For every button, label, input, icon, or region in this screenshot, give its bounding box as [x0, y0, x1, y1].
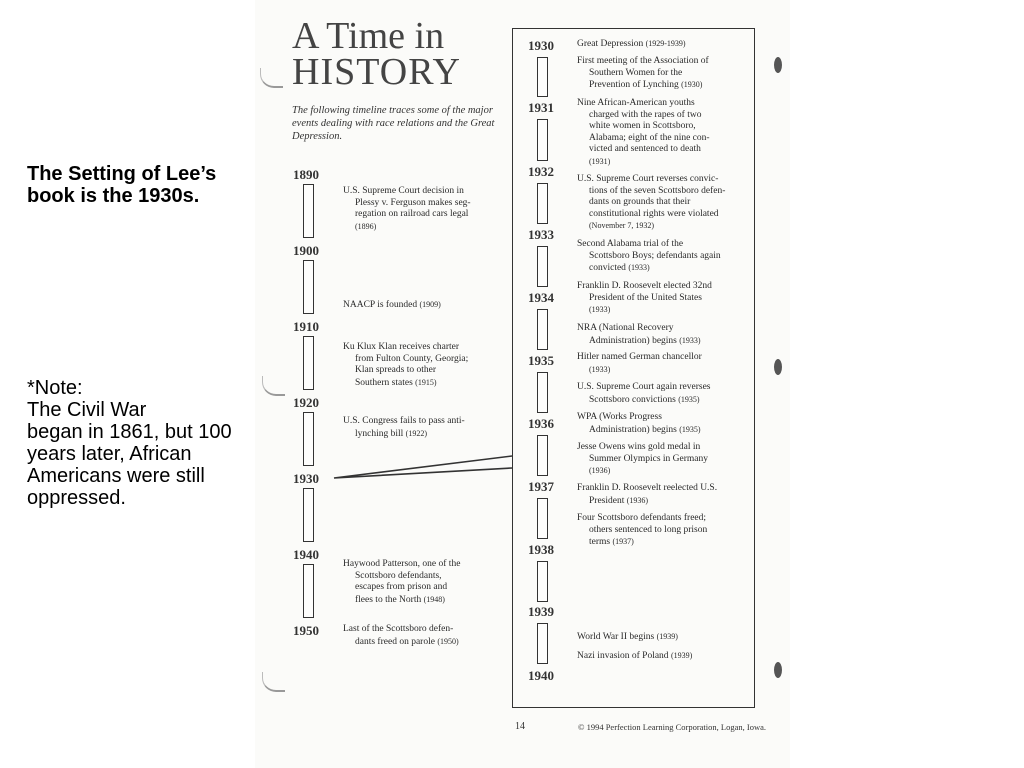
timeline-bar — [537, 372, 548, 413]
timeline-bar — [537, 435, 548, 476]
timeline-bar — [537, 119, 548, 161]
timeline-entry: U.S. Congress fails to pass anti- lynching bill (1922) — [343, 416, 465, 439]
timeline-entry: Nazi invasion of Poland (1939) — [577, 651, 693, 661]
timeline-entry: Last of the Scottsboro defen- dants freed on parole (1950) — [343, 624, 459, 647]
timeline-year: 1940 — [528, 668, 554, 683]
timeline-year: 1939 — [528, 604, 554, 619]
page-number: 14 — [515, 721, 525, 732]
timeline-bar — [537, 246, 548, 287]
timeline-entry: World War II begins (1939) — [577, 632, 678, 642]
timeline-bar — [537, 183, 548, 224]
timeline-bar — [537, 561, 548, 602]
timeline-year: 1936 — [528, 416, 554, 431]
timeline-year: 1950 — [293, 623, 319, 638]
timeline-year: 1930 — [293, 471, 319, 486]
timeline-entry: Nine African-American youths charged with the rapes of two white women in Scottsboro, Alabama; eight of the nine con- victed and sentenced to death (1931) — [577, 98, 710, 166]
timeline-entry: Second Alabama trial of the Scottsboro Boys; defendants again convicted (1933) — [577, 239, 721, 273]
title-line-1: A Time in — [292, 15, 445, 57]
intro-text: The following timeline traces some of the major events dealing with race relations and the Great Depression. — [292, 105, 495, 142]
timeline-entry: First meeting of the Association of Southern Women for the Prevention of Lynching (1930) — [577, 56, 709, 90]
timeline-entry: Franklin D. Roosevelt reelected U.S. President (1936) — [577, 483, 718, 506]
timeline-entry: Jesse Owens wins gold medal in Summer Olympics in Germany (1936) — [577, 442, 708, 475]
timeline-bar — [537, 623, 548, 664]
timeline-year: 1932 — [528, 164, 554, 179]
timeline-entry: Hitler named German chancellor (1933) — [577, 352, 702, 374]
timeline-year: 1933 — [528, 227, 554, 242]
timeline-year: 1910 — [293, 319, 319, 334]
timeline-bar — [537, 498, 548, 539]
timeline-entry: NAACP is founded (1909) — [343, 300, 441, 310]
timeline-year: 1940 — [293, 547, 319, 562]
timeline-entry: U.S. Supreme Court reverses convic- tions of the seven Scottsboro defen- dants on grounds that their constitutional rights were violated (November 7, 1932) — [577, 174, 726, 230]
timeline-year: 1890 — [293, 167, 319, 182]
timeline-entry: Great Depression (1929-1939) — [577, 39, 686, 49]
timeline-year: 1900 — [293, 243, 319, 258]
timeline-year: 1935 — [528, 353, 554, 368]
timeline-entry: Franklin D. Roosevelt elected 32nd President of the United States (1933) — [577, 281, 712, 314]
timeline-entry: U.S. Supreme Court again reverses Scottsboro convictions (1935) — [577, 382, 711, 405]
timeline-year: 1934 — [528, 290, 554, 305]
timeline-entry: Ku Klux Klan receives charter from Fulton County, Georgia; Klan spreads to other Southern states (1915) — [343, 342, 469, 388]
title-line-2: HISTORY — [292, 51, 461, 93]
timeline-entry: Haywood Patterson, one of the Scottsboro defendants, escapes from prison and flees to the North (1948) — [343, 559, 461, 605]
timeline-bar — [537, 309, 548, 350]
timeline-entry: U.S. Supreme Court decision in Plessy v. Ferguson makes seg- regation on railroad cars legal (1896) — [343, 186, 471, 231]
timeline-year: 1937 — [528, 479, 554, 494]
civil-war-note: *Note: The Civil War began in 1861, but 100 years later, African Americans were still oppressed. — [27, 377, 232, 509]
setting-heading: The Setting of Lee’s book is the 1930s. — [27, 163, 217, 207]
timeline-year: 1931 — [528, 100, 554, 115]
copyright-line: © 1994 Perfection Learning Corporation, Logan, Iowa. — [578, 722, 766, 732]
timeline-year: 1938 — [528, 542, 554, 557]
timeline-year: 1920 — [293, 395, 319, 410]
timeline-bar — [537, 57, 548, 97]
timeline-entry: WPA (Works Progress Administration) begins (1935) — [577, 412, 701, 435]
timeline-entry: NRA (National Recovery Administration) begins (1933) — [577, 323, 701, 346]
timeline-year: 1930 — [528, 38, 554, 53]
timeline-entry: Four Scottsboro defendants freed; others sentenced to long prison terms (1937) — [577, 513, 708, 547]
